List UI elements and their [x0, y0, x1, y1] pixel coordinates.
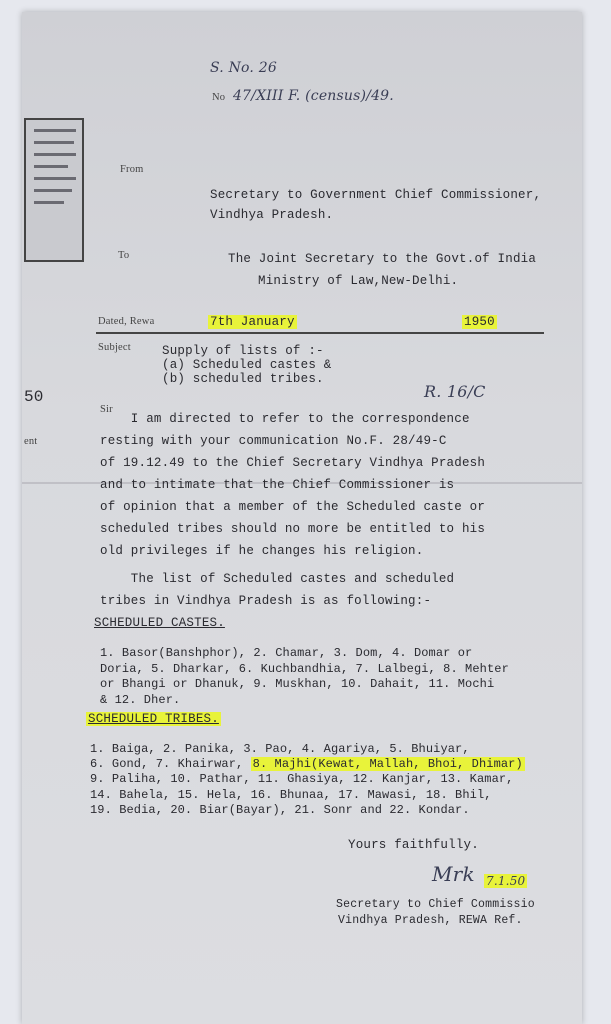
subject-line-1: Supply of lists of :- [162, 344, 324, 358]
subject-line-2: (a) Scheduled castes & [162, 358, 332, 372]
castes-heading: SCHEDULED CASTES. [94, 616, 225, 630]
tribes-line-2: 6. Gond, 7. Khairwar, 8. Majhi(Kewat, Mallah, Bhoi, Dhimar) [90, 757, 523, 771]
sign-off-line-2: Vindhya Pradesh, REWA Ref. [338, 914, 523, 927]
year-value: 1950 [464, 315, 495, 329]
body-paragraph-1: I am directed to refer to the correspondence resting with your communication No.F. 28/49-C of 19.12.49 to the Chief Secretary Vindhya Pradesh and to intimate that the Chief Commissioner is of opinion that a member of the Scheduled caste or scheduled tribes should no more be entitled to his old privileges if he changes his religion. [100, 412, 486, 558]
dated-label: Dated, Rewa [98, 316, 155, 327]
castes-list: 1. Basor(Banshphor), 2. Chamar, 3. Dom, 4. Domar or Doria, 5. Dharkar, 6. Kuchbandhia, 7. Lalbegi, 8. Mehter or Bhangi or Dhanuk, 9. Muskhan, 10. Dahait, 11. Mochi & 12. Dher. [100, 646, 509, 707]
handwritten-note: R. 16/C [424, 382, 486, 401]
closing: Yours faithfully. [348, 838, 479, 852]
subject-line-3: (b) scheduled tribes. [162, 372, 324, 386]
to-label: To [118, 250, 130, 261]
tribes-line-1: 1. Baiga, 2. Panika, 3. Pao, 4. Agariya, 5. Bhuiyar, [90, 742, 470, 756]
signature-date: 7.1.50 [486, 874, 526, 888]
date-value: 7th January [210, 315, 295, 329]
from-line-1: Secretary to Government Chief Commissioner, [210, 188, 542, 202]
margin-number: 50 [24, 388, 44, 406]
from-line-2: Vindhya Pradesh. [210, 208, 334, 222]
salutation: Sir [100, 404, 113, 415]
body-paragraph-2: The list of Scheduled castes and scheduled tribes in Vindhya Pradesh is as following:- [100, 572, 455, 608]
to-line-1: The Joint Secretary to the Govt.of India [228, 252, 537, 266]
serial-number: S. No. 26 [210, 60, 277, 76]
tribes-highlight: 8. Majhi(Kewat, Mallah, Bhoi, Dhimar) [252, 757, 523, 771]
subject-label: Subject [98, 342, 131, 353]
margin-stamp [24, 118, 84, 262]
tribes-heading: SCHEDULED TRIBES. [88, 712, 219, 726]
file-number [212, 88, 394, 104]
tribes-list-rest: 9. Paliha, 10. Pathar, 11. Ghasiya, 12. Kanjar, 13. Kamar, 14. Bahela, 15. Hela, 16. Bhunaa, 17. Mawasi, 18. Bhil, 19. Bedia, 20. Biar(Bayar), 21. Sonr and 22. Kondar. [90, 772, 514, 817]
date-rule [96, 332, 544, 334]
signature: Mrk [432, 862, 475, 886]
sign-off-line-1: Secretary to Chief Commissio [336, 898, 535, 911]
number-value: 47/XIII F. (census)/49. [232, 88, 394, 104]
from-label: From [120, 164, 144, 175]
number-prefix: No [212, 92, 226, 103]
margin-text: ent [24, 436, 38, 447]
to-line-2: Ministry of Law,New-Delhi. [258, 274, 459, 288]
document-page [22, 12, 582, 1024]
